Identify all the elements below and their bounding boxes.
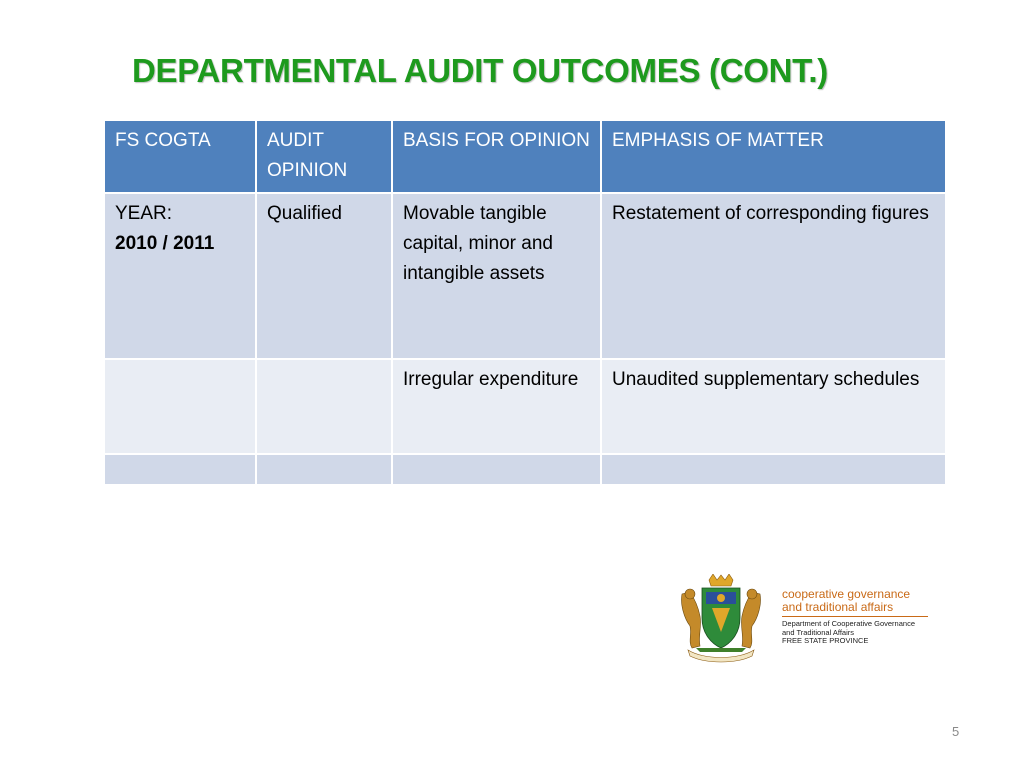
table-header-row [104,120,946,193]
logo-sub-3: FREE STATE PROVINCE [782,636,869,645]
opinion-cell [256,454,392,485]
year-label: YEAR: [115,203,173,224]
header-audit-opinion: AUDIT OPINION [256,120,392,193]
logo-divider [782,616,928,617]
logo-text-sub [782,620,915,646]
table-row [104,193,946,359]
page-number: 5 [952,724,960,739]
header-fs-cogta: FS COGTA [104,120,256,193]
header-basis-for-opinion: BASIS FOR OPINION [392,120,601,193]
basis-cell: Irregular expenditure [392,359,601,454]
logo-sub-2: and Traditional Affairs [782,627,854,637]
emphasis-cell: Unaudited supplementary schedules [601,359,946,454]
audit-outcomes-table [103,119,947,486]
header-emphasis-of-matter: EMPHASIS OF MATTER [601,120,946,193]
table-row [104,454,946,485]
slide-title: DEPARTMENTAL AUDIT OUTCOMES (CONT.) [132,52,828,89]
year-cell [104,359,256,454]
basis-cell: Movable tangible capital, minor and intangible assets [392,193,601,359]
emphasis-cell [601,454,946,485]
year-cell [104,193,256,359]
basis-cell [392,454,601,485]
logo-line-1: cooperative governance [782,587,911,601]
logo-sub-1: Department of Cooperative Governance [782,619,915,628]
logo-text-main [782,588,910,614]
opinion-cell: Qualified [256,193,392,359]
logo-line-2: and traditional affairs [782,600,894,614]
year-value: 2010 / 2011 [115,233,215,254]
opinion-cell [256,359,392,454]
emphasis-cell: Restatement of corresponding figures [601,193,946,359]
year-cell [104,454,256,485]
table-row [104,359,946,454]
